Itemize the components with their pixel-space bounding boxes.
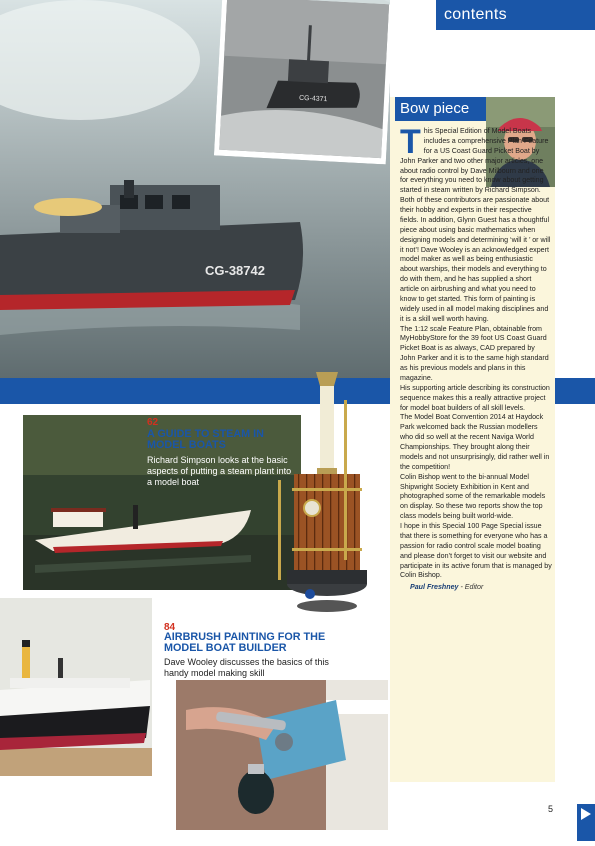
next-page-tab[interactable] <box>577 804 595 841</box>
bow-piece-title: Bow piece <box>400 100 470 117</box>
next-arrow-icon[interactable] <box>577 804 595 841</box>
paragraph-2: The 1:12 scale Feature Plan, obtainable from MyHobbyStore for the 39 foot US Coast Guard Picket Boat is as always, CAD prepared by John Parker and it is to the same high standard as his previous models and plans in this magazine. <box>400 324 549 382</box>
steam-engine-image <box>258 370 378 626</box>
paragraph-5: Colin Bishop went to the bi-annual Model Shipwright Society Exhibition in Kent and photographed some of the remarkable models on display. So these two reports show the top class models being built world-wide. <box>400 472 546 521</box>
steam-feature-title[interactable]: A GUIDE TO STEAM IN MODEL BOATS <box>147 428 264 451</box>
steam-feature-page-number: 62 <box>147 417 159 428</box>
airbrush-illustration <box>176 680 388 830</box>
steam-feature-description: Richard Simpson looks at the basic aspects of putting a steam plant into a model boat <box>147 455 292 487</box>
ship-model-illustration <box>0 598 152 776</box>
paragraph-6: I hope in this Special 100 Page Special issue that there is something for everyone who has a passion for radio control scale model boating and please don’t forget to visit our website and participate in its active forum that is managed by Colin Bishop. <box>400 522 552 580</box>
inset-boat-photo <box>214 0 394 164</box>
steam-engine-illustration <box>258 370 378 626</box>
signature-name: Paul Freshney <box>410 583 459 592</box>
section-title: contents <box>444 6 507 23</box>
page-number: 5 <box>548 804 554 814</box>
paragraph-4: The Model Boat Convention 2014 at Haydock Park welcomed back the Russian modellers who did so well at the recent Naviga World Championships. They brought along their models and not unsurprisingly, did rather well in the competition! <box>400 413 550 471</box>
inset-boat-illustration <box>214 0 394 164</box>
bow-piece-body <box>400 123 552 593</box>
paragraph-3: His supporting article describing its construction sequence makes this a really attractive project for model boat builders of all skill levels. <box>400 383 550 412</box>
airbrush-feature-page-number: 84 <box>164 622 176 633</box>
ship-model-photo <box>0 598 152 776</box>
airbrush-feature-title[interactable]: AIRBRUSH PAINTING FOR THE MODEL BOAT BUILDER <box>164 631 326 654</box>
inset-hull-marking: CG-4371 <box>298 94 328 104</box>
paragraph-1: This Special Edition of Model Boats includes a comprehensive Plan Feature for a US Coast Guard Picket Boat by John Parker and two other major articles, one about radio control by Dave Milbourn and one for everything you need to know about getting started in steam written by Richard Simpson. Both of these contributors are passionate about their hobby and experts in their respective fields. In addition, Glynn Guest has a thoughtful piece about using basic mathematics when designing models and determining ‘will it ’ or will it not’! Dave Wooley is an acknowledged expert model maker as well as being enthusiastic about warships, their models and everything to do with them, and he has supplied a short article on airbrushing and what you need to know to get started. This form of painting is widely used in all model making disciplines and it is a skill well worth having. <box>400 123 551 323</box>
drop-cap: T <box>400 123 421 161</box>
editor-signature <box>400 583 552 593</box>
bow-piece-heading <box>395 97 486 121</box>
main-hull-marking: CG-38742 <box>205 263 265 278</box>
signature-role: - Editor <box>458 583 484 592</box>
airbrush-photo[interactable] <box>176 680 388 830</box>
section-header <box>436 0 595 30</box>
airbrush-feature-description: Dave Wooley discusses the basics of this handy model making skill <box>164 657 329 678</box>
